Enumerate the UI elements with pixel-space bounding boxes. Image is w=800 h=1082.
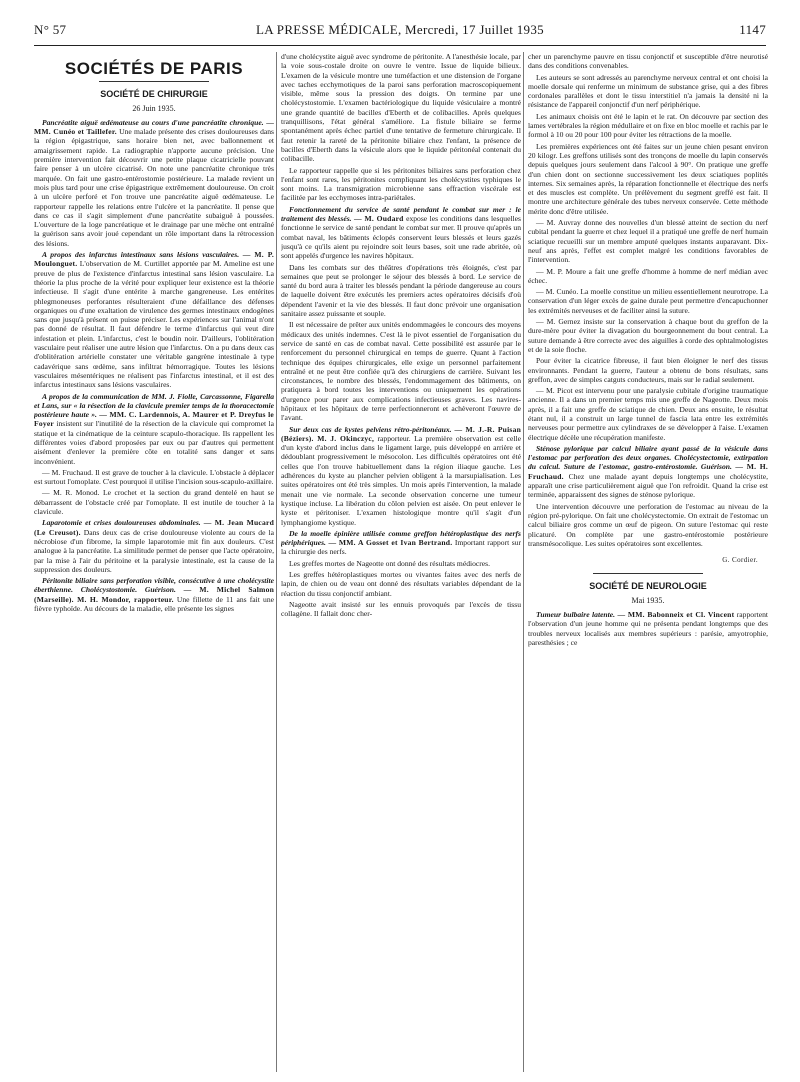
paragraph: d'une cholécystite aiguë avec syndrome de péritonite. A l'anesthésie locale, par la voie sous-costale droite on ouvre le ventre. Issue de liquide bilieux. L'examen de la vésicule montre une tuméfaction et une distension de l'organe avec taches ecchymotiques de la paroi sans perforation macroscopiquement visible, même sous la pression des doigts. On termine par une cholécystostomie. L'examen bactériologique du liquide vésiculaire a montré une grande quantité de bacilles d'Eberth et de colibacilles. Après quelques tranquillisons, l'état général s'améliore. La fistule biliaire se ferme spontanément après échec partiel d'une tentative de fermeture chirurgicale. Il faut retenir la rareté de la péritonite biliaire chez l'enfant, la présence de bacilles d'Eberth dans la vésicule alors que le liquide péritonéal contenait du colibacille. [281, 52, 521, 164]
discussion: — M. Fruchaud. Il est grave de toucher à la clavicule. L'obstacle à déplacer est surtout l'omoplate. C'est pourquoi il utilise l'incision sous-scapulo-axillaire. [34, 467, 274, 487]
author-signature: G. Cordier. [722, 556, 758, 565]
article-title: Fonctionnement du service de santé pendant le combat sur mer : le traitement des blessés. [281, 204, 521, 224]
article-body: L'observation de M. Curtillet apportée par M. Ameline est une preuve de plus de l'existence d'infarctus intestinal sans lésion vasculaire. La théorie la plus proche de la vérité pour expliquer leur existence est la théorie infectieuse. Il s'agit d'une entérite à marche gangreneuse. Les entérites phlegmoneuses perforantes résulteraient d'une défaillance des défenses organiques ou d'une exaltation de virulence des germes intestinaux endogènes sans que jusqu'à présent on puisse préciser. Les expériences sur l'animal n'ont pas donné de résultat. Il faut défendre le terme d'infarctus qui veut dire infestation et plein. L'infarctus, c'est le boudin noir. D'ailleurs, l'oblitération vasculaire peut réaliser une autre lésion que l'infarctus. On a pu dans deux cas d'oblitération artérielle constater une véritable gangrène intestinale à type cadavérique sans œdème, sans infiltrat hémorragique. Toutes les lésions vasculaires mésentériques ne réalisent pas l'infarctus intestinal, et il est des infarctus intestinaux sans lésions vasculaires. [34, 259, 274, 390]
article-body: rapporteur. La première observation est celle d'un kyste d'abord inclus dans le ligament large, puis développé en arrière et dédoublant progressivement le mésocolon. Les difficultés opératoires ont été celles que l'on trouve habituellement dans la région iliaque gauche. Les adhérences du kyste au plancher pelvien obligent à la marsupialisation. Les suites opératoires ont été très simples. Un mois après l'intervention, la malade menait une vie normale. La seconde observation concerne une tumeur kystique incluse. La libération du côlon pelvien est aisée. On peut enlever le kyste et péritoniser. L'examen histologique montre qu'il s'agit d'un lymphangiome kystique. [281, 433, 521, 527]
article-authors: — M. Jean Mucard (Le Creusot). [34, 518, 274, 537]
journal-title: LA PRESSE MÉDICALE, Mercredi, 17 Juillet 1935 [256, 22, 544, 37]
article-authors: — MM. Babonneix et Cl. Vincent [617, 610, 735, 620]
article [34, 118, 274, 248]
paragraph: Pour éviter la cicatrice fibreuse, il faut bien éloigner le nerf des tissus environnants. Pendant la guerre, l'auteur a obtenu de bons résultats, sans greffon, avec de simples catguts conducteurs, mais sur le radial seulement. [528, 356, 768, 384]
article [281, 205, 521, 261]
session-date: 26 Juin 1935. [132, 103, 176, 113]
article-authors: — MM. Cunéo et Taillefer. [34, 117, 274, 137]
paragraph: Les greffes hétéroplastiques mortes ou vivantes faites avec des nerfs de lapin, de chien ou de veau ont donné des résultats variables dépendant de la réaction du tissu conjonctif ambiant. [281, 570, 521, 598]
column-divider [276, 52, 277, 1072]
article [34, 576, 274, 613]
header-rule [34, 45, 766, 46]
article-title: Tumeur bulbaire latente. [536, 610, 616, 620]
article-body: Dans deux cas de crise douloureuse violente au cours de la nécrobiose d'un fibrome, la simple laparotomie mit fin aux douleurs. C'est analogue à la pancréatite. La similitude permet de penser que l'acte opératoire, par la mise à l'air du péritoine et la paralysie intestinale, est la cause de la suppression des douleurs. [34, 527, 274, 574]
article-title: Laparotomie et crises douloureuses abdominales. [42, 518, 201, 528]
article-title: A propos de la communication de MM. J. Fiolle, Carcassonne, Figarella et Lans, sur « la résection de la clavicule premier temps de la thoracectomie postérieure haute ». [34, 391, 274, 420]
article-body: expose les conditions dans lesquelles fonctionne le service de santé pendant le combat sur mer. Il prouve qu'après un combat naval, les bâtiments éclopés conservent leurs blessés et leurs gazés jusqu'à ce qu'ils aient pu rejoindre soit leurs bases, soit une rade abritée, où sont appelés d'urgence les navires hôpitaux. [281, 214, 521, 261]
paragraph: Les animaux choisis ont été le lapin et le rat. On découvre par section des lames vertébrales la région médullaire et on fixe en bloc moelle et rachis par le formol à 10 ou 20 pour 100 pour éviter les rétractions de la moelle. [528, 111, 768, 140]
article [281, 529, 521, 557]
article [528, 444, 768, 500]
article-authors: — MM. A Gosset et Ivan Bertrand. [328, 538, 453, 548]
article [281, 425, 521, 527]
issue-number: N° 57 [34, 22, 67, 37]
article-authors: — MM. C. Lardennois, A. Maurer et P. Dreyfus le Foyer [34, 410, 274, 429]
article-authors: — M. P. Moulonguet. [34, 250, 274, 269]
session-date: Mai 1935. [631, 595, 665, 605]
article [34, 518, 274, 574]
section-heading: SOCIÉTÉ DE CHIRURGIE [100, 89, 208, 100]
article-title: De la moelle épinière utilisée comme greffon hétéroplastique des nerfs périphériques. [281, 528, 521, 548]
paragraph: Dans les combats sur des théâtres d'opérations très éloignés, c'est par semaines que peut se prolonger le séjour des blessés à bord. Le service de santé du bord aura à traiter les blessés pendant la période dangereuse au cours de laquelle doivent être exécutés les premiers actes opératoires décisifs d'où dépendent l'avenir et la vie des blessés. Il faut donc prévoir une organisation sanitaire assez puissante et souple. [281, 262, 521, 319]
paragraph: cher un parenchyme pauvre en tissu conjonctif et susceptible d'être neurotisé dans des conditions convenables. [528, 52, 768, 71]
article-title: Pancréatite aiguë œdémateuse au cours d'une pancréatite chronique. [42, 117, 264, 127]
article [34, 250, 274, 389]
paragraph: Une intervention découvre une perforation de l'estomac au niveau de la région pré-pylorique. On fait une cholécystectomie. On extrait de l'estomac un calcul biliaire gros comme un œuf de pigeon. On suture l'estomac qui reste plicaturé. On complète par une gastro-entérostomie postérieure transmésocolique. Les suites opératoires sont excellentes. [528, 501, 768, 548]
article-title: Sur deux cas de kystes pelviens rétro-péritonéaux. [289, 424, 452, 434]
article-title: Péritonite biliaire sans perforation visible, consécutive à une cholécystite éberthienne. Cholécystostomie. Guérison. [34, 576, 274, 595]
article-authors: — M. Oudard [354, 214, 404, 224]
heading-rule [99, 81, 209, 82]
article-authors: — M. J.-R. Puisan (Béziers). M. J. Okinczyc, [281, 424, 521, 443]
column-3 [528, 52, 768, 1072]
paragraph: Le rapporteur rappelle que si les péritonites biliaires sans perforation chez l'enfant sont rares, les péritonites compliquant les cholécystites typhiques le sont moins. La transmigration microbienne sans effraction viscérale est facilitée par les ecchymoses intra-pariétales. [281, 165, 521, 203]
column-2 [281, 52, 521, 1072]
article-body: Important rapport sur la chirurgie des nerfs. [281, 538, 521, 557]
paragraph: Nageotte avait insisté sur les ennuis provoqués par l'excès de tissu collagène. Il fallait donc cher- [281, 599, 521, 619]
discussion: — M. Cunéo. La moelle constitue un milieu essentiellement neurotrope. La conservation d'un léger excès de gaine durale peut permettre d'encapuchonner les extrémités nerveuses et de faciliter ainsi la suture. [528, 287, 768, 315]
article-title: A propos des infarctus intestinaux sans lésions vasculaires. [42, 250, 240, 260]
discussion: — M. Gernez insiste sur la conservation à chaque bout du greffon de la dure-mère pour éviter la divagation du bourgeonnement du bout central. La suture demande à être correcte avec des aiguilles à corde des ophtalmologistes et de la soie floche. [528, 317, 768, 354]
article-body: Chez une malade ayant depuis longtemps une cholécystite, apparaît une crise particulièrement aiguë que l'on refroidit. Quand la crise est terminée, apparaissent des signes de sténose pylorique. [528, 471, 768, 500]
paragraph: Les auteurs se sont adressés au parenchyme nerveux central et ont choisi la moelle dorsale qui renferme un minimum de substance grise, qui a des fibres cordonales parallèles et dont le tissu interstitiel n'a jamais la densité ni la résistance de l'appareil conjonctif d'un nerf périphérique. [528, 72, 768, 110]
article-title: Sténose pylorique par calcul biliaire ayant passé de la vésicule dans l'estomac par perforation des deux organes. Cholécystectomie, extirpation du calcul. Suture de l'estomac, gastro-entérostomie. Guérison. [528, 443, 768, 472]
article-body: Une malade présente des crises douloureuses dans la région épigastrique, sans horaire bien net, avec ballonnement et amaigrissement rapide. La radiographie n'apporte aucune précision. Une première intervention fait découvrir une petite plaque cicatricielle pouvant faire penser à un ulcère cicatrisé. On note une pancréatite chronique très marquée. On fait une gastro-entérostomie postérieure. La malade revient un mois plus tard pour une crise épigastrique extrêmement douloureuse. On croit à un ulcère perforé et l'on trouve une pancréatite aiguë œdémateuse. Le rapporteur rappelle les relations entre l'ulcère et la pancréatite. Il pense que dans ce cas il s'agit simplement d'une pancréatite subaiguë à poussées. L'ouverture de la loge pancréatique et le drainage par une mèche ont entraîné la guérison sans avoir joué cependant un rôle important dans la rétrocession des lésions. [34, 127, 274, 248]
article-body: rapportent l'observation d'un jeune homme qui ne présenta pendant longtemps que des troubles nerveux localisés aux membres supérieurs : parésie, amyotrophie, paresthésies ; ce [528, 610, 768, 647]
discussion: — M. R. Monod. Le crochet et la section du grand dentelé en haut se débarrassent de l'obstacle créé par l'omoplate. Il est inutile de toucher à la clavicule. [34, 488, 274, 517]
main-heading: SOCIÉTÉS DE PARIS [64, 59, 244, 78]
article-body: Une fillette de 11 ans fait une fièvre typhoïde. Au décours de la maladie, elle présente les signes [34, 594, 274, 614]
article [528, 610, 768, 647]
section-heading: SOCIÉTÉ DE NEUROLOGIE [589, 581, 707, 592]
article-body: insistent sur l'inutilité de la résection de la clavicule qui compromet la statique et la cinématique de la ceinture scapulo-thoracique. Ils rappellent les différentes voies d'abord proposées par eux ou par d'autres qui permettent aisément d'enlever la première côte en totalité sans danger et sans inconvénient. [34, 419, 274, 466]
article-authors: — M. Michel Salmon (Marseille). M. H. Mondor, rapporteur. [34, 585, 274, 604]
discussion: — M. Auvray donne des nouvelles d'un blessé atteint de section du nerf cubital pendant la guerre et chez lequel il a pratiqué une greffe de nerf humain sciatique recueilli sur un membre amputé quelques instants auparavant. Dix-neuf ans après, l'effet est complet malgré les conditions favorables de l'intervention. [528, 218, 768, 265]
section-rule [593, 573, 703, 574]
column-1 [34, 52, 274, 1072]
article [34, 392, 274, 466]
article-authors: — M. H. Fruchaud. [528, 462, 768, 481]
discussion: — M. Picot est intervenu pour une paralysie cubitale d'origine traumatique ancienne. Il a dans un premier temps mis une greffe de Nageotte. Deux mois après, il a fait une greffe de sciatique de chien. Deux ans ensuite, le résultat étant nul, il a construit un large tunnel de fascia lata entre les extrémités nerveuses pour permettre aux cylindraxes de se développer à l'aise. L'examen électrique décèle une récupération manifeste. [528, 386, 768, 442]
page-number: 1147 [739, 22, 766, 37]
page-header [34, 20, 766, 42]
column-divider [523, 52, 524, 1072]
paragraph: Les greffes mortes de Nageotte ont donné des résultats médiocres. [289, 558, 491, 568]
paragraph: Il est nécessaire de prêter aux unités endommagées le concours des moyens médicaux des unités indemnes. C'est là le pivot essentiel de l'organisation du service de santé en cas de combat naval. Cette possibilité est assurée par le renforcement du personnel chirurgical en temps de guerre. Quant à l'action technique des équipes chirurgicales, elle exige un personnel parfaitement entraîné et ne peut être confiée qu'à des chirurgiens de carrière. Suivant les circonstances, le nombre des blessés, l'endommagement des bâtiments, on pratiquera à bord toutes les interventions ou uniquement les opérations d'urgence pour parer aux complications infectieuses graves. Les navires-hôpitaux et les hôpitaux de terre perfectionneront et achèveront l'œuvre de l'avant. [281, 320, 521, 423]
paragraph: Les premières expériences ont été faites sur un jeune chien pesant environ 20 kilogr. Les greffons utilisés sont des tronçons de moelle du lapin conservés depuis quelques jours seulement dans l'alcool à 90°. On pratique une greffe d'un chien dont on sectionne successivement les deux sciatiques poplités internes. Six semaines après, la réparation fonctionnelle et électrique des nerfs et des muscles est complète. Un prélèvement du segment greffé est fait. Il montre une architecture générale des tubes nerveux conservée. Cette méthode mérite donc d'être utilisée. [528, 141, 768, 216]
discussion: — M. P. Moure a fait une greffe d'homme à homme de nerf médian avec échec. [528, 266, 768, 285]
